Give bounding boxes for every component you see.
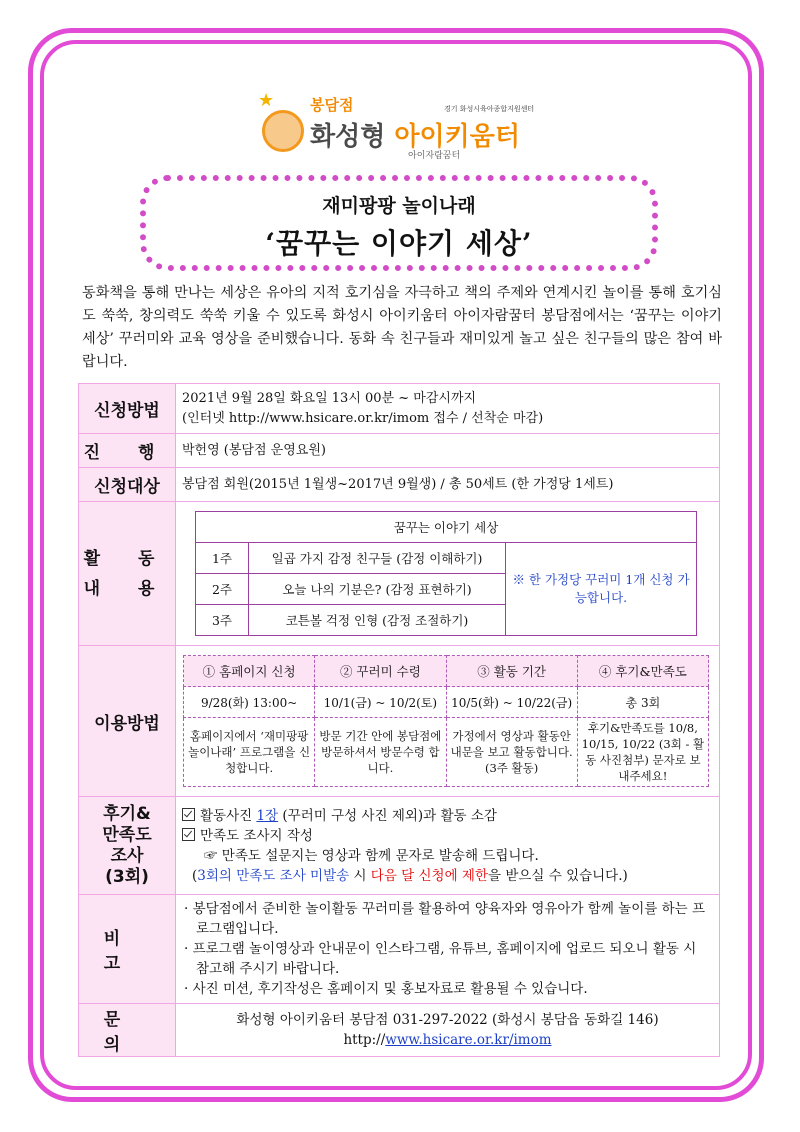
step-title: ② 꾸러미 수령 <box>315 656 446 687</box>
step-title: ③ 활동 기간 <box>446 656 577 687</box>
step-title: ④ 후기&만족도 <box>577 656 708 687</box>
row-usage <box>79 646 720 797</box>
step-desc: 홈페이지에서 ‘재미팡팡 놀이나래’ 프로그램을 신청합니다. <box>184 718 315 787</box>
week-content: 일곱 가지 감정 친구들 (감정 이해하기) <box>249 543 506 574</box>
value-progress: 박헌영 (봉담점 운영요원) <box>176 434 720 468</box>
label-activity: 활 동 내 용 <box>79 502 176 646</box>
week-cell: 3주 <box>196 605 249 636</box>
logo-name: 화성형 아이키움터 <box>310 122 520 152</box>
value-contact: 화성형 아이키움터 봉담점 031-297-2022 (화성시 봉담읍 동화길 146) http://www.hsicare.or.kr/imom <box>176 1004 720 1057</box>
child-face-icon <box>262 110 304 152</box>
step-date: 9/28(화) 13:00~ <box>184 687 315 718</box>
intro-paragraph: 동화책을 통해 만나는 세상은 유아의 지적 호기심을 자극하고 책의 주제와 연계시킨 놀이를 통해 호기심도 쑥쑥, 창의력도 쑥쑥 키울 수 있도록 화성시 아이키움터 아이자람꿈터 봉담점에서는 ‘꿈꾸는 이야기 세상’ 꾸러미와 교육 영상을 준비했습니다. 동화 속 친구들과 재미있게 놀고 싶은 친구들의 많은 참여 바랍니다. <box>82 285 722 370</box>
week-cell: 2주 <box>196 574 249 605</box>
week-content: 오늘 나의 기분은? (감정 표현하기) <box>249 574 506 605</box>
row-contact <box>79 1004 720 1057</box>
value-remarks: · 봉담점에서 준비한 놀이활동 꾸러미를 활용하여 양육자와 영유아가 함께 놀이를 하는 프로그램입니다. · 프로그램 놀이영상과 안내문이 인스타그램, 유튜브, 홈페이지에 업로드 되오니 활동 시 참고해 주시기 바랍니다. · 사진 미션, 후기작성은 홈페이지 및 홍보자료로 활용될 수 있습니다. <box>176 895 720 1004</box>
star-icon: ★ <box>258 90 275 111</box>
title-line1: 재미팡팡 놀이나래 <box>322 195 476 217</box>
row-activity <box>79 502 720 646</box>
week-content: 코튼볼 걱정 인형 (감정 조절하기) <box>249 605 506 636</box>
step-title: ① 홈페이지 신청 <box>184 656 315 687</box>
row-remarks <box>79 895 720 1004</box>
step-desc: 가정에서 영상과 활동안내문을 보고 활동합니다. (3주 활동) <box>446 718 577 787</box>
value-apply: 2021년 9월 28일 화요일 13시 00분 ~ 마감시까지 (인터넷 http://www.hsicare.or.kr/imom 접수 / 선착순 마감) <box>176 384 720 434</box>
step-date: 총 3회 <box>577 687 708 718</box>
activity-table <box>195 511 697 636</box>
step-date: 10/1(금) ~ 10/2(토) <box>315 687 446 718</box>
row-target <box>79 468 720 502</box>
value-target: 봉담점 회원(2015년 1월생~2017년 9월생) / 총 50세트 (한 가정당 1세트) <box>176 468 720 502</box>
title-line2: ‘꿈꾸는 이야기 세상’ <box>265 227 533 260</box>
label-apply: 신청방법 <box>79 384 176 434</box>
logo <box>258 90 548 164</box>
title-box <box>140 175 658 271</box>
label-review: 후기& 만족도 조사 (3회) <box>79 797 176 895</box>
label-contact: 문 의 <box>79 1004 176 1057</box>
row-review <box>79 797 720 895</box>
step-date: 10/5(화) ~ 10/22(금) <box>446 687 577 718</box>
label-progress: 진 행 <box>79 434 176 468</box>
week-cell: 1주 <box>196 543 249 574</box>
label-target: 신청대상 <box>79 468 176 502</box>
label-remarks: 비 고 <box>79 895 176 1004</box>
step-desc: 후기&만족도를 10/8, 10/15, 10/22 (3회 - 활동 사진첨부) 문자로 보내주세요! <box>577 718 708 787</box>
info-table <box>78 383 720 1057</box>
logo-branch: 봉담점 <box>310 96 354 114</box>
value-activity <box>176 502 720 646</box>
step-desc: 방문 기간 안에 봉담점에 방문하셔서 방문수령 합니다. <box>315 718 446 787</box>
logo-sub: 아이자람꿈터 <box>408 151 461 161</box>
usage-table <box>183 655 709 787</box>
logo-org: 경기 화성시육아종합지원센터 <box>444 105 535 113</box>
website-link[interactable]: www.hsicare.or.kr/imom <box>385 1032 552 1048</box>
activity-header: 꿈꾸는 이야기 세상 <box>196 512 697 543</box>
value-usage <box>176 646 720 797</box>
activity-note: ※ 한 가정당 꾸러미 1개 신청 가능합니다. <box>506 543 697 636</box>
label-usage: 이용방법 <box>79 646 176 797</box>
checkbox-icon <box>182 808 195 821</box>
value-review: 활동사진 1장 (꾸러미 구성 사진 제외)과 활동 소감 만족도 조사지 작성 ☞ 만족도 설문지는 영상과 함께 문자로 발송해 드립니다. (3회의 만족도 조사 미발송 시 다음 달 신청에 제한을 받으실 수 있습니다.) <box>176 797 720 895</box>
row-progress <box>79 434 720 468</box>
checkbox-icon <box>182 828 195 841</box>
row-apply <box>79 384 720 434</box>
